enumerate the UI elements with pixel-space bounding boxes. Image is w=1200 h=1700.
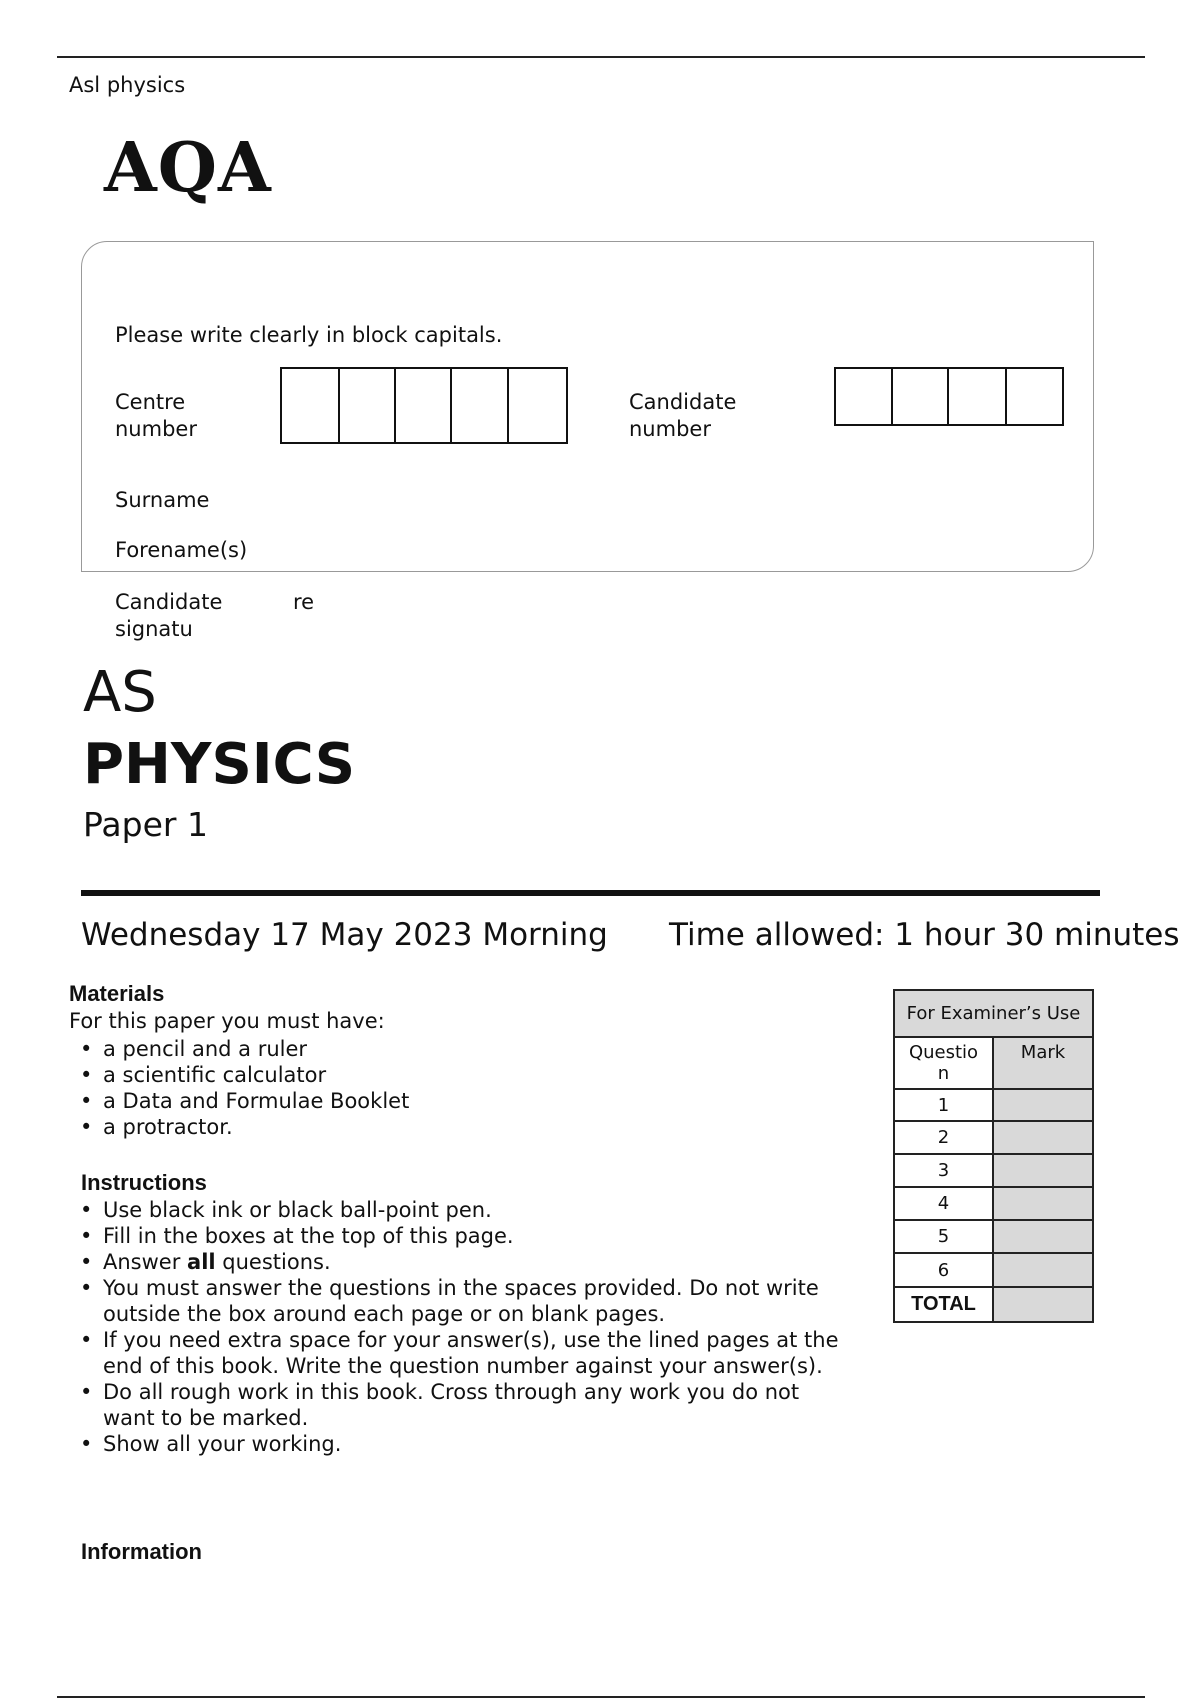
mark-cell[interactable] [993,1089,1093,1121]
time-allowed: Time allowed: 1 hour 30 minutes [669,917,1180,953]
surname-label: Surname [115,488,210,512]
top-rule [57,56,1145,58]
mark-cell[interactable] [993,1154,1093,1187]
qualification-level: AS [83,660,157,725]
centre-number-label: Centre number [115,390,197,441]
block-capitals-instruction: Please write clearly in block capitals. [115,323,503,347]
instruction-item: • Use black ink or black ball-point pen. [69,1197,849,1223]
question-number-cell: 5 [894,1220,993,1253]
forenames-label: Forename(s) [115,538,248,562]
materials-item: • a scientific calculator [69,1062,829,1088]
exam-date: Wednesday 17 May 2023 Morning [81,917,608,953]
mark-cell[interactable] [993,1121,1093,1154]
subject-title: PHYSICS [83,732,356,797]
centre-number-digit-box[interactable] [396,369,452,442]
materials-intro: For this paper you must have: [69,1009,385,1033]
materials-list [69,1036,829,1140]
examiner-use-table [893,989,1094,1323]
centre-number-digit-box[interactable] [509,369,566,442]
mark-cell[interactable] [993,1253,1093,1287]
total-mark-cell[interactable] [993,1287,1093,1322]
candidate-number-field[interactable] [834,367,1064,426]
candidate-number-label: Candidate number [629,390,737,441]
centre-number-field[interactable] [280,367,568,444]
aqa-logo: AQA [104,128,272,208]
centre-number-digit-box[interactable] [452,369,509,442]
centre-number-digit-box[interactable] [340,369,396,442]
page-header: Asl physics [69,73,186,97]
candidate-number-digit-box[interactable] [1007,369,1063,424]
mark-column-header: Mark [993,1037,1093,1089]
question-column-header: Questio n [894,1037,993,1089]
instructions-heading: Instructions [81,1170,207,1195]
instruction-item: • Do all rough work in this book. Cross through any work you do not want to be marked. [69,1379,849,1431]
materials-item: • a Data and Formulae Booklet [69,1088,829,1114]
instruction-item: • Show all your working. [69,1431,849,1457]
mark-cell[interactable] [993,1187,1093,1220]
centre-number-digit-box[interactable] [282,369,340,442]
materials-heading: Materials [69,981,165,1006]
examiner-table-title: For Examiner’s Use [894,990,1093,1037]
bottom-rule [57,1696,1145,1698]
instruction-item: • Fill in the boxes at the top of this page. [69,1223,849,1249]
total-label: TOTAL [894,1287,993,1322]
instructions-list [69,1197,849,1457]
question-number-cell: 1 [894,1089,993,1121]
signature-label: Candidate signatu [115,590,223,641]
instruction-item: • If you need extra space for your answer(s), use the lined pages at the end of this book. Write the question number against your answer(s). [69,1327,849,1379]
signature-label-fragment: re [293,590,315,614]
question-number-cell: 6 [894,1253,993,1287]
candidate-number-digit-box[interactable] [949,369,1007,424]
question-number-cell: 4 [894,1187,993,1220]
materials-item: • a pencil and a ruler [69,1036,829,1062]
candidate-number-digit-box[interactable] [836,369,893,424]
mark-cell[interactable] [993,1220,1093,1253]
instruction-item: • You must answer the questions in the spaces provided. Do not write outside the box around each page or on blank pages. [69,1275,849,1327]
materials-item: • a protractor. [69,1114,829,1140]
question-number-cell: 3 [894,1154,993,1187]
paper-number: Paper 1 [83,805,208,844]
question-number-cell: 2 [894,1121,993,1154]
instruction-item: • Answer all questions. [69,1249,849,1275]
section-divider [81,890,1100,896]
information-heading: Information [81,1539,202,1564]
candidate-number-digit-box[interactable] [893,369,950,424]
